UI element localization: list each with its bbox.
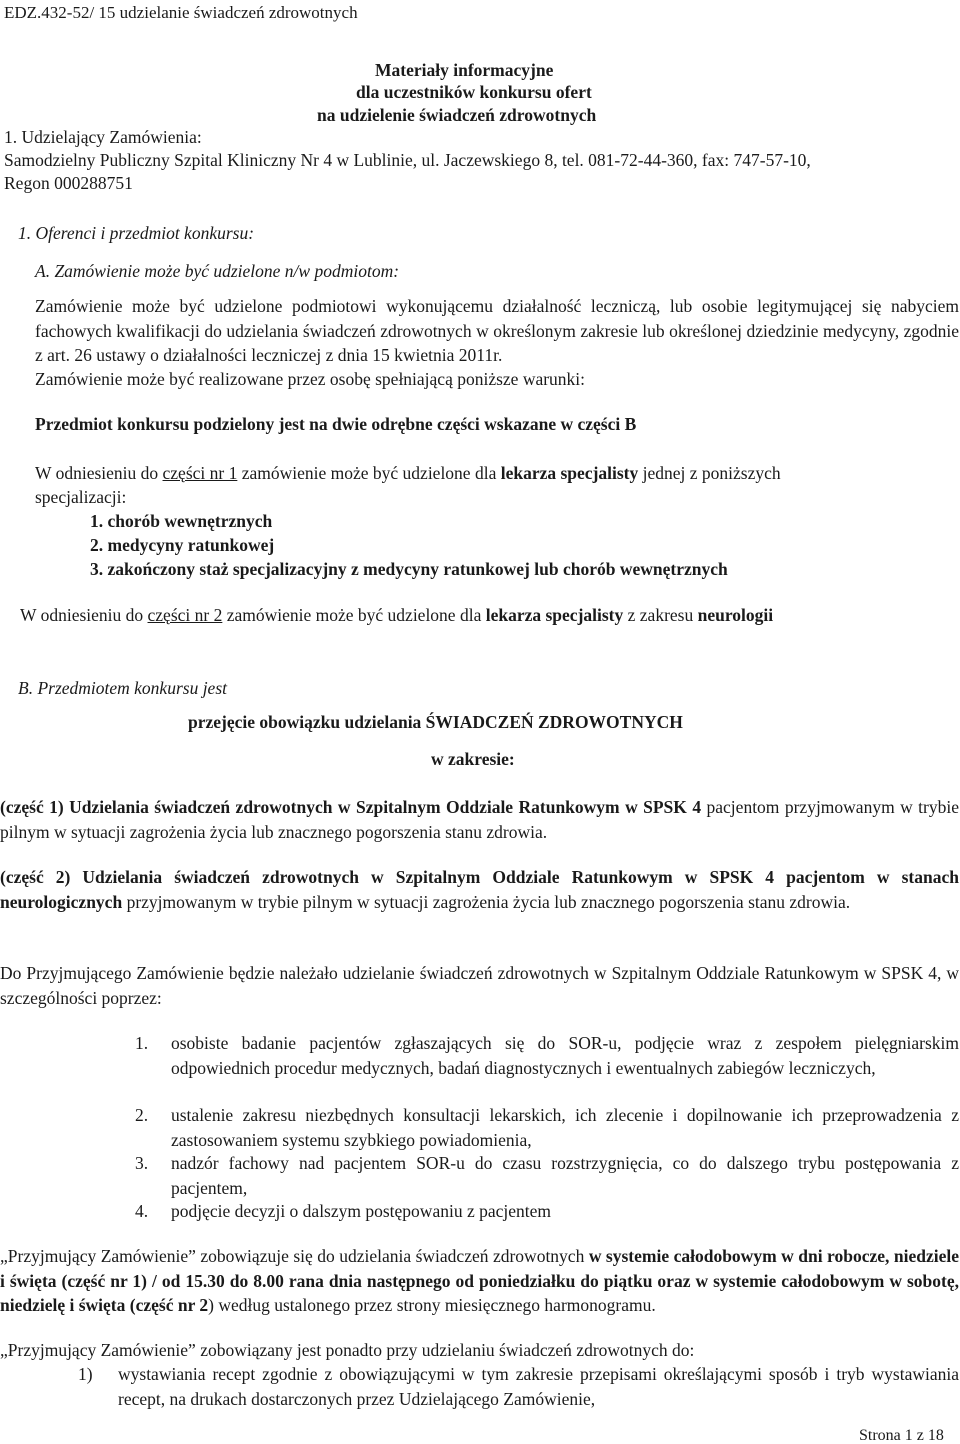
section-a-heading: A. Zamówienie może być udzielone n/w podmiotom: bbox=[35, 261, 400, 281]
subject-division-heading: Przedmiot konkursu podzielony jest na dwie odrębne części wskazane w części B bbox=[35, 414, 637, 434]
section-a-paragraph-2: Zamówienie może być realizowane przez osobę spełniającą poniższe warunki: bbox=[35, 369, 586, 389]
part-1-description: (część 1) Udzielania świadczeń zdrowotnych w Szpitalnym Oddziale Ratunkowym w SPSK 4 pacjentom przyjmowanym w trybie pilnym w sytuacji zagrożenia życia lub znacznego pogorszenia stanu zdrowia. bbox=[0, 797, 960, 842]
duty-item: nadzór fachowy nad pacjentem SOR-u do czasu rozstrzygnięcia, co do dalszego trybu postępowania z pacjentem, bbox=[171, 1153, 959, 1198]
obligation-number: 1) bbox=[78, 1364, 93, 1384]
section-a-paragraph-1: Zamówienie może być udzielone podmiotowi wykonującemu działalność leczniczą, lub osobie legitymującej się nabyciem fachowych kwalifikacji do udzielania świadczeń zdrowotnych w określonym zakresie lub określonej dziedzinie medycyny, zgodnie z art. 26 ustawy o działalności leczniczej z dnia 15 kwietnia 2011r. bbox=[35, 296, 959, 365]
duty-item: osobiste badanie pacjentów zgłaszających się do SOR-u, podjęcie wraz z zespołem pielęgniarskim odpowiednich procedur medycznych, badań diagnostycznych i ewentualnych zabiegów leczniczych, bbox=[171, 1033, 959, 1078]
subject-title: przejęcie obowiązku udzielania ŚWIADCZEŃ ZDROWOTNYCH bbox=[188, 712, 683, 732]
duty-number: 2. bbox=[135, 1105, 149, 1125]
duties-intro: Do Przyjmującego Zamówienie będzie należało udzielanie świadczeń zdrowotnych w Szpitalnym Oddziale Ratunkowym w SPSK 4, w szczególności poprzez: bbox=[0, 963, 959, 1008]
obligations-intro: „Przyjmujący Zamówienie” zobowiązany jest ponadto przy udzielaniu świadczeń zdrowotnych do: bbox=[0, 1340, 695, 1360]
document-reference: EDZ.432-52/ 15 udzielanie świadczeń zdrowotnych bbox=[4, 3, 358, 22]
title-line-3: na udzielenie świadczeń zdrowotnych bbox=[317, 105, 597, 125]
obligation-item: wystawiania recept zgodnie z obowiązującymi w tym zakresie przepisami określającymi sposób i tryb wystawiania recept, na drukach dostarczonych przez Udzielającego Zamówienie, bbox=[118, 1364, 959, 1409]
duty-item: ustalenie zakresu niezbędnych konsultacji lekarskich, ich zlecenie i dopilnowanie ich przeprowadzenia z zastosowaniem systemu szybkiego powiadomienia, bbox=[171, 1105, 959, 1150]
schedule-paragraph: „Przyjmujący Zamówienie” zobowiązuje się do udzielania świadczeń zdrowotnych w systemie całodobowym w dni robocze, niedziele i święta (część nr 1) / od 15.30 do 8.00 rana dnia następnego od poniedziałku do piątku oraz w systemie całodobowym w sobotę, niedzielę i święta (część nr 2) według ustalonego przez strony miesięcznego harmonogramu. bbox=[0, 1246, 960, 1315]
duty-number: 1. bbox=[135, 1033, 149, 1053]
part-2-description: (część 2) Udzielania świadczeń zdrowotnych w Szpitalnym Oddziale Ratunkowym w SPSK 4 pacjentom w stanach neurologicznych przyjmowanym w trybie pilnym w sytuacji zagrożenia życia lub znacznego pogorszenia stanu zdrowia. bbox=[0, 867, 959, 912]
part-2-requirements: W odniesieniu do części nr 2 zamówienie może być udzielone dla lekarza specjalisty z zakresu neurologii bbox=[20, 605, 774, 625]
specialization-item: 3. zakończony staż specjalizacyjny z medycyny ratunkowej lub chorób wewnętrznych bbox=[90, 559, 728, 579]
duty-number: 4. bbox=[135, 1201, 149, 1221]
specialization-item: 2. medycyny ratunkowej bbox=[90, 535, 275, 555]
section-1-heading: 1. Udzielający Zamówienia: bbox=[4, 127, 202, 147]
duty-number: 3. bbox=[135, 1153, 149, 1173]
part-1-requirements-cont: specjalizacji: bbox=[35, 487, 127, 507]
duty-item: podjęcie decyzji o dalszym postępowaniu z pacjentem bbox=[171, 1201, 552, 1221]
title-line-1: Materiały informacyjne bbox=[375, 60, 554, 80]
specialization-item: 1. chorób wewnętrznych bbox=[90, 511, 273, 531]
section-b-heading: B. Przedmiotem konkursu jest bbox=[18, 678, 227, 698]
part-1-requirements: W odniesieniu do części nr 1 zamówienie może być udzielone dla lekarza specjalisty jednej z poniższych bbox=[35, 463, 781, 483]
page-number: Strona 1 z 18 bbox=[859, 1427, 944, 1444]
contracting-party-line-2: Regon 000288751 bbox=[4, 173, 133, 193]
title-line-2: dla uczestników konkursu ofert bbox=[356, 82, 592, 102]
section-2-heading: 1. Oferenci i przedmiot konkursu: bbox=[18, 223, 255, 243]
contracting-party-line-1: Samodzielny Publiczny Szpital Kliniczny Nr 4 w Lublinie, ul. Jaczewskiego 8, tel. 081-72-44-360, fax: 747-57-10, bbox=[4, 150, 811, 170]
subject-scope-label: w zakresie: bbox=[431, 749, 515, 769]
